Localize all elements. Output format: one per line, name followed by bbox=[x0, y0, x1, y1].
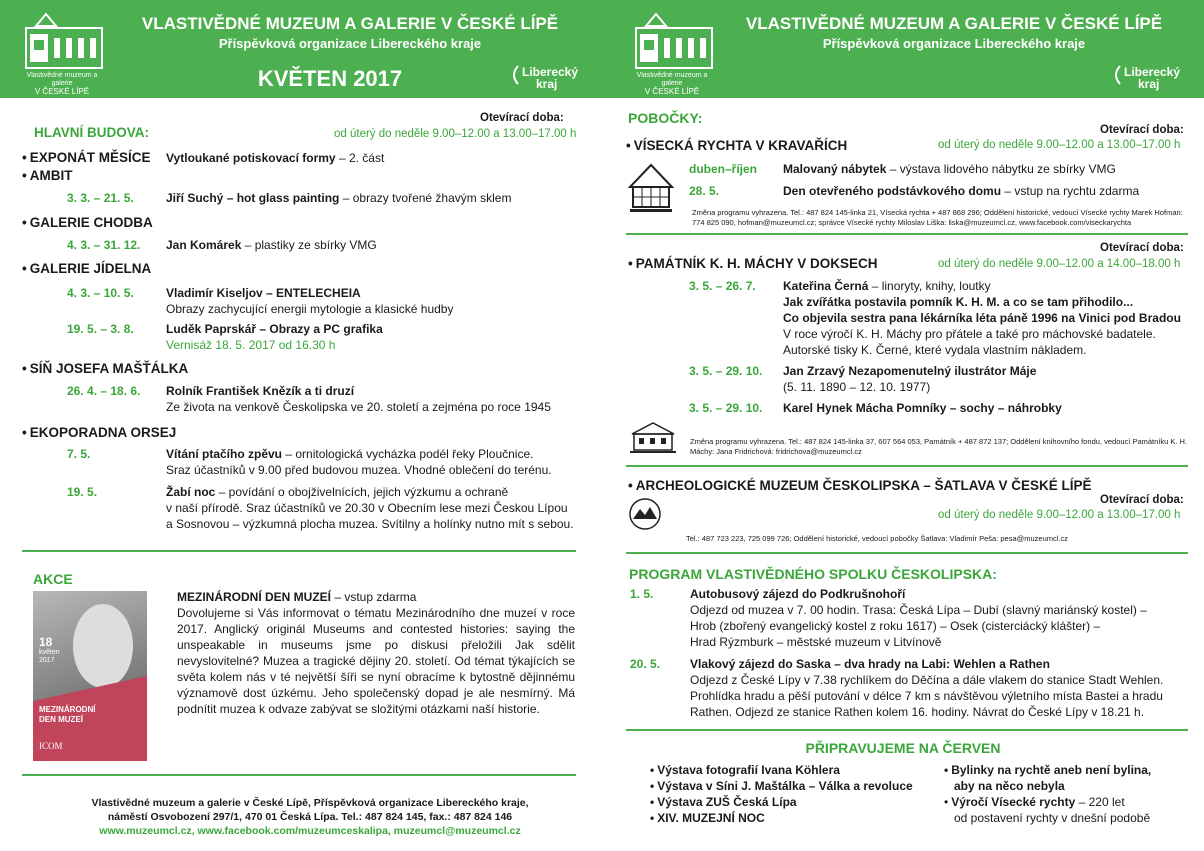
section-ambit: • AMBIT bbox=[22, 168, 72, 183]
rychta-house-icon bbox=[628, 163, 674, 213]
eko-desc-1: Sraz účastníků v 9.00 před budovou muzea. Vhodné oblečení do terénu. bbox=[166, 463, 552, 477]
open-hours: od úterý do neděle 9.00–12.00 a 14.00–18.00 h bbox=[938, 258, 1181, 270]
castle-icon bbox=[16, 8, 108, 72]
vernisaz-text: Vernisáž 18. 5. 2017 od 16.30 h bbox=[166, 338, 336, 352]
akce-paragraph: Dovolujeme si Vás informovat o tématu Mezinárodního dne muzeí v roce 2017. Anglický originál Museums and contested histories: saying the unspeakable in museums jsme po diskusi přeložili Jak sdělit nevyslovitelné? Muzea a tragické dějiny 20. století. Od témat týkajících se světa kolem nás v té největší šíři se nyní obracíme k bytostně dějinnému významově dost úzkému. Jeho společenský dopad je ale nesmírný. Má podnítit muzea k odvaze zabývat se složitými otázkami naší historie. bbox=[177, 606, 575, 716]
header-subtitle: Příspěvková organizace Libereckého kraje bbox=[822, 36, 1086, 51]
poster-title-2: DEN MUZEÍ bbox=[39, 715, 83, 724]
poster-year: 2017 bbox=[39, 657, 55, 664]
date: 7. 5. bbox=[67, 447, 91, 461]
section-galerie-jidelna: • GALERIE JÍDELNA bbox=[22, 261, 151, 276]
castle-icon bbox=[626, 8, 718, 72]
section-exponat: • EXPONÁT MĚSÍCE bbox=[22, 150, 151, 165]
eko-desc-2: v naší přírodě. Sraz účastníků ve 20.30 v Obecním lese mezi Českou Lípou bbox=[166, 501, 568, 515]
logo-caption-2: V ČESKÉ LÍPĚ bbox=[34, 87, 90, 96]
logo-caption: Vlastivědné muzeum a galerie bbox=[26, 72, 98, 87]
sin-text: Rolník František Knězík a ti druzí bbox=[166, 384, 355, 398]
section-sin: • SÍŇ JOSEFA MAŠŤÁLKA bbox=[22, 361, 188, 376]
open-hours: od úterý do neděle 9.00–12.00 a 13.00–17.00 h bbox=[938, 139, 1181, 151]
open-label: Otevírací doba: bbox=[480, 112, 564, 124]
kraj-text: Liberecký bbox=[1124, 65, 1181, 79]
date: 19. 5. bbox=[67, 485, 98, 499]
satlava-note: Tel.: 487 723 223, 725 099 726; Oddělení historické, vedoucí pobočky Šatlava: Vladimír Peša: pesa@muzeumcl.cz bbox=[686, 534, 1068, 543]
macha-text-1c: Co objevila sestra pana lékárníka léta páně 1996 na Vinici pod Bradou bbox=[783, 311, 1181, 325]
date: 3. 5. – 29. 10. bbox=[689, 364, 763, 378]
divider bbox=[626, 552, 1188, 554]
spolek-2-line: Rathen. Odjezd ze stanice Rathen kolem 16. hodiny. Návrat do České Lípy v 18.21 h. bbox=[690, 705, 1145, 719]
footer-line: náměstí Osvobození 297/1, 470 01 Česká Lípa. Tel.: 487 824 145, fax.: 487 824 146 bbox=[107, 811, 513, 823]
spolek-1-line: Hrob (zbořený evangelický kostel z roku 1617) – Osek (cisterciácký klášter) – bbox=[690, 619, 1101, 633]
logo-caption-2: V ČESKÉ LÍPĚ bbox=[644, 87, 700, 96]
june-item: • Výstava v Síni J. Maštálka – Válka a revoluce bbox=[650, 778, 913, 794]
museum-logo bbox=[16, 8, 108, 96]
kraj-text-2: kraj bbox=[536, 77, 558, 91]
akce-title: MEZINÁRODNÍ DEN MUZEÍ – vstup zdarma bbox=[177, 590, 417, 604]
icom-logo: ICOM bbox=[39, 741, 63, 751]
june-item: • XIV. MUZEJNÍ NOC bbox=[650, 810, 765, 826]
open-hours: od úterý do neděle 9.00–12.00 a 13.00–17.00 h bbox=[334, 128, 577, 140]
header-left bbox=[0, 0, 602, 98]
divider bbox=[626, 233, 1188, 235]
june-item: • Výstava fotografií Ivana Köhlera bbox=[650, 762, 840, 778]
date: duben–říjen bbox=[689, 162, 758, 176]
liberecky-kraj-logo bbox=[1116, 64, 1180, 94]
june-item: • Výročí Vísecké rychty – 220 let bbox=[944, 794, 1125, 810]
macha-text-3: Karel Hynek Mácha Pomníky – sochy – náhrobky bbox=[783, 401, 1062, 415]
exponat-text: Vytloukané potiskovací formy – 2. část bbox=[166, 151, 385, 165]
chodba-text: Jan Komárek – plastiky ze sbírky VMG bbox=[166, 238, 377, 252]
macha-text-1d: V roce výročí K. H. Máchy pro přátele a také pro máchovské badatele. bbox=[783, 327, 1156, 341]
pamatnik-building-icon bbox=[628, 420, 678, 456]
footer-links[interactable]: www.muzeumcl.cz, www.facebook.com/muzeumceskalipa, muzeumcl@muzeumcl.cz bbox=[99, 825, 521, 837]
date: 19. 5. – 3. 8. bbox=[67, 322, 134, 336]
ambit-text: Jiří Suchý – hot glass painting – obrazy tvořené žhavým sklem bbox=[166, 191, 512, 205]
date: 3. 5. – 26. 7. bbox=[689, 279, 756, 293]
macha-text-2b: (5. 11. 1890 – 12. 10. 1977) bbox=[783, 380, 931, 394]
liberecky-kraj-logo bbox=[514, 64, 578, 94]
june-item-cont: od postavení rychty v dnešní podobě bbox=[954, 811, 1151, 825]
akce-heading: AKCE bbox=[33, 571, 73, 587]
month-title: KVĚTEN 2017 bbox=[257, 66, 403, 91]
main-building-heading: HLAVNÍ BUDOVA: bbox=[34, 125, 149, 140]
date: 3. 5. – 29. 10. bbox=[689, 401, 763, 415]
date: 28. 5. bbox=[689, 184, 720, 198]
jidelna-text: Vladimír Kiseljov – ENTELECHEIA bbox=[166, 286, 361, 300]
date: 4. 3. – 10. 5. bbox=[67, 286, 134, 300]
spolek-1-title: Autobusový zájezd do Podkrušnohoří bbox=[690, 587, 906, 601]
spolek-1-line: Hrad Rýzmburk – městské muzeum v Litvínově bbox=[690, 635, 942, 649]
june-item: • Výstava ZUŠ Česká Lípa bbox=[650, 794, 797, 810]
right-page bbox=[602, 0, 1204, 851]
spolek-2-line: Prohlídka hradu a pěší putování v délce 7 km s návštěvou výletního místa Bastei a hradu bbox=[690, 689, 1163, 703]
open-hours: od úterý do neděle 9.00–12.00 a 13.00–17.00 h bbox=[938, 509, 1181, 521]
pripravujeme-heading: PŘIPRAVUJEME NA ČERVEN bbox=[805, 740, 1001, 756]
header-subtitle: Příspěvková organizace Libereckého kraje bbox=[218, 36, 482, 51]
june-item-cont: aby na něco nebyla bbox=[954, 779, 1065, 793]
viseka-text-1: Malovaný nábytek – výstava lidového nábytku ze sbírky VMG bbox=[783, 162, 1116, 176]
spolek-2-line: Odjezd z České Lípy v 7.38 rychlíkem do Děčína a dále vlakem do stanice Stadt Wehlen. bbox=[690, 673, 1164, 687]
macha-text-1: Kateřina Černá – linoryty, knihy, loutky bbox=[783, 279, 991, 293]
viseka-text-2: Den otevřeného podstávkového domu – vstup na rychtu zdarma bbox=[783, 184, 1140, 198]
macha-text-2: Jan Zrzavý Nezapomenutelný ilustrátor Máje bbox=[783, 364, 1037, 378]
archeology-logo-icon bbox=[628, 497, 662, 531]
spolek-2-title: Vlakový zájezd do Saska – dva hrady na Labi: Wehlen a Rathen bbox=[690, 657, 1050, 671]
date: 1. 5. bbox=[630, 587, 654, 601]
header-right bbox=[602, 0, 1204, 98]
divider bbox=[22, 774, 576, 776]
macha-text-1b: Jak zvířátka postavila pomník K. H. M. a co se tam přihodilo... bbox=[783, 295, 1134, 309]
jidelna-text-2: Luděk Paprskář – Obrazy a PC grafika bbox=[166, 322, 383, 336]
date: 26. 4. – 18. 6. bbox=[67, 384, 141, 398]
branch-satlava: • ARCHEOLOGICKÉ MUZEUM ČESKOLIPSKA – ŠATLAVA V ČESKÉ LÍPĚ bbox=[628, 478, 1092, 493]
swoosh-icon bbox=[1110, 64, 1122, 86]
section-ekoporadna: • EKOPORADNA ORSEJ bbox=[22, 425, 176, 440]
header-title: VLASTIVĚDNÉ MUZEUM A GALERIE V ČESKÉ LÍPĚ bbox=[745, 14, 1163, 33]
poster-month: květen bbox=[39, 649, 60, 656]
museum-logo bbox=[626, 8, 718, 96]
logo-caption: Vlastivědné muzeum a galerie bbox=[636, 72, 708, 87]
footer bbox=[70, 796, 550, 838]
divider bbox=[626, 465, 1188, 467]
jidelna-desc: Obrazy zachycující energii mytologie a klasické hudby bbox=[166, 302, 454, 316]
mask-icon bbox=[33, 591, 147, 761]
branch-macha: • PAMÁTNÍK K. H. MÁCHY V DOKSECH bbox=[628, 256, 878, 271]
open-label: Otevírací doba: bbox=[1100, 242, 1184, 254]
viseka-note: Změna programu vyhrazena. Tel.: 487 824 145-linka 21, Vísecká rychta + 487 868 296; Oddělení historické, vedoucí Vísecké rychty Marek Hofman: 774 825 090, hofman@muzeumcl.cz; správce Vísecké rychty Miloslav Liška: liska@muzeumcl.cz, www.facebook.com/viseckarychta bbox=[692, 208, 1183, 227]
branch-viseka: • VÍSECKÁ RYCHTA V KRAVAŘÍCH bbox=[626, 138, 847, 153]
spolek-heading: PROGRAM VLASTIVĚDNÉHO SPOLKU ČESKOLIPSKA: bbox=[629, 566, 997, 582]
eko-text-1: Vítání ptačího zpěvu – ornitologická vycházka podél řeky Ploučnice. bbox=[166, 447, 534, 461]
sin-desc: Ze života na venkově Českolipska ve 20. století a zejména po roce 1945 bbox=[166, 400, 551, 414]
divider bbox=[22, 550, 576, 552]
macha-note: Změna programu vyhrazena. Tel.: 487 824 145-linka 37, 607 564 053, Památník + 487 872 137; Oddělení knihovního fondu, vedoucí Památníku K. H. Máchy: Jana Fridrichová: fridrichova@muzeumcl.cz bbox=[690, 437, 1188, 456]
section-galerie-chodba: • GALERIE CHODBA bbox=[22, 215, 153, 230]
kraj-text-2: kraj bbox=[1138, 77, 1160, 91]
june-item: • Bylinky na rychtě aneb není bylina, bbox=[944, 762, 1151, 778]
poster-image bbox=[33, 591, 147, 761]
open-label: Otevírací doba: bbox=[1100, 124, 1184, 136]
open-label: Otevírací doba: bbox=[1100, 494, 1184, 506]
eko-text-2: Žabí noc – povídání o obojživelnících, jejich výzkumu a ochraně bbox=[166, 485, 509, 499]
poster-day: 18 bbox=[39, 635, 53, 649]
footer-line: Vlastivědné muzeum a galerie v České Lípě, Příspěvková organizace Libereckého kraje, bbox=[91, 797, 529, 809]
poster-title: MEZINÁRODNÍ bbox=[39, 705, 96, 714]
eko-desc-3: a Sosnovou – výzkumná plocha muzea. Svítilny a holínky nutno mít s sebou. bbox=[166, 517, 574, 531]
header-title: VLASTIVĚDNÉ MUZEUM A GALERIE V ČESKÉ LÍPĚ bbox=[141, 14, 559, 33]
swoosh-icon bbox=[508, 64, 520, 86]
pobocky-heading: POBOČKY: bbox=[628, 110, 703, 126]
kraj-text: Liberecký bbox=[522, 65, 579, 79]
spolek-1-line: Odjezd od muzea v 7. 00 hodin. Trasa: Česká Lípa – Dubí (slavný mariánský kostel) – bbox=[690, 603, 1147, 617]
date: 3. 3. – 21. 5. bbox=[67, 191, 134, 205]
divider bbox=[626, 729, 1188, 731]
date: 20. 5. bbox=[630, 657, 661, 671]
date: 4. 3. – 31. 12. bbox=[67, 238, 141, 252]
macha-text-1e: Autorské tisky K. Černé, které vydala vlastním nákladem. bbox=[783, 343, 1087, 357]
